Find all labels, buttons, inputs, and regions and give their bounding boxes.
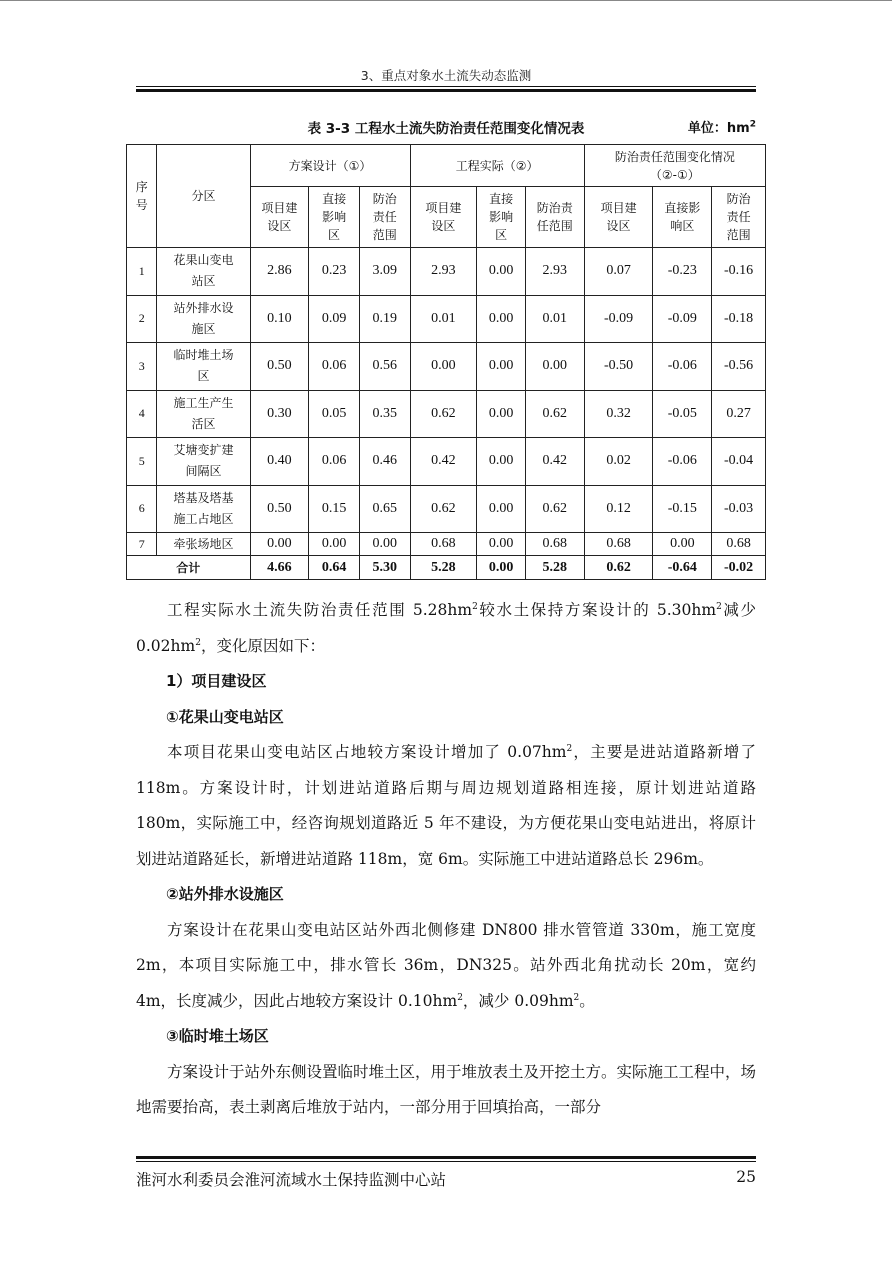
col-zone-header: 分区: [157, 145, 250, 248]
total-cell: -0.64: [653, 556, 712, 580]
table-row: [127, 248, 766, 296]
table-cell: -0.06: [653, 343, 712, 391]
table-cell: -0.18: [712, 295, 766, 343]
table-cell: 0.30: [250, 390, 309, 438]
row-zone: 牵张场地区: [157, 533, 250, 556]
paragraph-substation: 本项目花果山变电站区占地较方案设计增加了 $0.07hm^2$，主要是进站道路新增了 118m。方案设计时，计划进站道路后期与周边规划道路相连接，原计划进站道路 180m，实际施工中，经咨询规划道路近 5 年不建设，为方便花果山变电站进出，将原计划进站道路延长，新增进站道路 118m，宽 6m。实际施工中进站道路总长 296m。: [136, 743, 756, 868]
table-cell: 0.00: [653, 533, 712, 556]
header-rule-thin: [136, 86, 756, 87]
table-row: [127, 533, 766, 556]
table-cell: -0.56: [712, 343, 766, 391]
sub-header: 直接影响区: [309, 187, 360, 248]
table-cell: 0.42: [525, 438, 584, 486]
table-cell: 0.05: [309, 390, 360, 438]
total-cell: 5.28: [410, 556, 477, 580]
paragraph-summary: 工程实际水土流失防治责任范围 $5.28hm^2$较水土保持方案设计的 $5.30hm^2$减少 $0.02hm^2$，变化原因如下：: [136, 601, 756, 655]
sub-header: 项目建设区: [410, 187, 477, 248]
table-cell: 0.00: [477, 343, 526, 391]
page-top-edge: [0, 0, 892, 1]
responsibility-change-table: [126, 144, 766, 580]
total-cell: -0.02: [712, 556, 766, 580]
table-cell: 0.62: [410, 485, 477, 533]
total-cell: 5.28: [525, 556, 584, 580]
page-number: 25: [736, 1168, 756, 1186]
table-cell: 0.62: [525, 390, 584, 438]
table-cell: 0.01: [410, 295, 477, 343]
header-rule-thick: [136, 89, 756, 92]
table-cell: 0.00: [410, 343, 477, 391]
table-cell: -0.16: [712, 248, 766, 296]
row-zone: 塔基及塔基施工占地区: [157, 485, 250, 533]
table-cell: 0.50: [250, 485, 309, 533]
total-cell: 0.00: [477, 556, 526, 580]
table-cell: -0.04: [712, 438, 766, 486]
footer-rule-thin: [136, 1161, 756, 1162]
table-cell: 0.00: [250, 533, 309, 556]
table-cell: 0.06: [309, 343, 360, 391]
table-cell: 0.01: [525, 295, 584, 343]
total-cell: 5.30: [359, 556, 410, 580]
table-cell: -0.06: [653, 438, 712, 486]
row-index: 5: [127, 438, 157, 486]
heading-drainage: ②站外排水设施区: [166, 885, 284, 903]
table-cell: 0.23: [309, 248, 360, 296]
row-zone: 站外排水设施区: [157, 295, 250, 343]
table-cell: 0.40: [250, 438, 309, 486]
table-cell: 0.10: [250, 295, 309, 343]
table-cell: 0.62: [410, 390, 477, 438]
row-zone: 花果山变电站区: [157, 248, 250, 296]
sub-header: 防治责任范围: [712, 187, 766, 248]
row-zone: 艾塘变扩建间隔区: [157, 438, 250, 486]
table-cell: 0.12: [584, 485, 653, 533]
table-cell: 0.50: [250, 343, 309, 391]
heading-project-area: 1）项目建设区: [166, 672, 267, 690]
total-cell: 0.62: [584, 556, 653, 580]
table-cell: -0.03: [712, 485, 766, 533]
total-label: 合计: [127, 556, 251, 580]
table-cell: -0.09: [653, 295, 712, 343]
body-text: [136, 593, 756, 1126]
total-cell: 4.66: [250, 556, 309, 580]
table-cell: 0.32: [584, 390, 653, 438]
table-cell: 2.86: [250, 248, 309, 296]
table-cell: 0.65: [359, 485, 410, 533]
group-actual-header: 工程实际（②）: [410, 145, 584, 187]
table-title: 表 3-3 工程水土流失防治责任范围变化情况表: [307, 121, 585, 137]
table-cell: 2.93: [410, 248, 477, 296]
table-cell: 0.68: [410, 533, 477, 556]
table-cell: 3.09: [359, 248, 410, 296]
sub-header: 项目建设区: [250, 187, 309, 248]
row-zone: 施工生产生活区: [157, 390, 250, 438]
sub-header: 直接影响区: [653, 187, 712, 248]
paragraph-spoil-area: 方案设计于站外东侧设置临时堆土区，用于堆放表土及开挖土方。实际施工工程中，场地需要抬高，表土剥离后堆放于站内，一部分用于回填抬高，一部分: [136, 1062, 757, 1116]
table-cell: 0.00: [477, 438, 526, 486]
sub-header: 防治责任范围: [525, 187, 584, 248]
table-cell: 0.68: [712, 533, 766, 556]
table-cell: 0.00: [359, 533, 410, 556]
table-cell: 0.27: [712, 390, 766, 438]
sub-header: 防治责任范围: [359, 187, 410, 248]
row-index: 7: [127, 533, 157, 556]
table-cell: 0.00: [309, 533, 360, 556]
table-cell: 2.93: [525, 248, 584, 296]
table-unit: 单位：$hm^2$: [687, 119, 756, 136]
table-cell: -0.23: [653, 248, 712, 296]
table-cell: 0.15: [309, 485, 360, 533]
heading-substation: ①花果山变电站区: [166, 707, 284, 726]
footer-rule-thick: [136, 1156, 756, 1159]
heading-spoil-area: ③临时堆土场区: [166, 1027, 269, 1045]
table-cell: 0.00: [477, 485, 526, 533]
table-cell: 0.09: [309, 295, 360, 343]
table-row: [127, 295, 766, 343]
row-index: 6: [127, 485, 157, 533]
row-index: 2: [127, 295, 157, 343]
table-cell: 0.02: [584, 438, 653, 486]
table-cell: 0.68: [525, 533, 584, 556]
sub-header: 项目建设区: [584, 187, 653, 248]
table-cell: 0.06: [309, 438, 360, 486]
table-cell: -0.50: [584, 343, 653, 391]
group-change-header: 防治责任范围变化情况 （②-①）: [584, 145, 765, 187]
table-cell: -0.15: [653, 485, 712, 533]
table-cell: 0.00: [477, 248, 526, 296]
table-cell: 0.00: [477, 533, 526, 556]
sub-header: 直接影响区: [477, 187, 526, 248]
table-cell: 0.00: [477, 390, 526, 438]
table-cell: 0.68: [584, 533, 653, 556]
table-cell: 0.35: [359, 390, 410, 438]
running-header: 3、重点对象水土流失动态监测: [360, 68, 532, 83]
table-cell: 0.42: [410, 438, 477, 486]
row-index: 4: [127, 390, 157, 438]
row-index: 1: [127, 248, 157, 296]
paragraph-drainage: 方案设计在花果山变电站区站外西北侧修建 DN800 排水管管道 330m，施工宽度 2m，本项目实际施工中，排水管长 36m，DN325。站外西北角扰动长 20m，宽约 4m，长度减少，因此占地较方案设计 $0.10hm^2$，减少 $0.09hm^2$。: [136, 920, 756, 1010]
table-row: [127, 390, 766, 438]
table-cell: -0.05: [653, 390, 712, 438]
table-row: [127, 343, 766, 391]
group-design-header: 方案设计（①）: [250, 145, 410, 187]
table-cell: 0.56: [359, 343, 410, 391]
table-cell: 0.00: [525, 343, 584, 391]
table-cell: 0.19: [359, 295, 410, 343]
table-row: [127, 438, 766, 486]
row-zone: 临时堆土场区: [157, 343, 250, 391]
total-cell: 0.64: [309, 556, 360, 580]
table-cell: 0.62: [525, 485, 584, 533]
row-index: 3: [127, 343, 157, 391]
table-caption: [136, 117, 756, 137]
footer-organization: 淮河水利委员会淮河流域水土保持监测中心站: [136, 1171, 447, 1189]
table-cell: 0.46: [359, 438, 410, 486]
table-cell: 0.07: [584, 248, 653, 296]
col-index-header: 序号: [127, 145, 157, 248]
table-row: [127, 485, 766, 533]
table-cell: 0.00: [477, 295, 526, 343]
table-cell: -0.09: [584, 295, 653, 343]
